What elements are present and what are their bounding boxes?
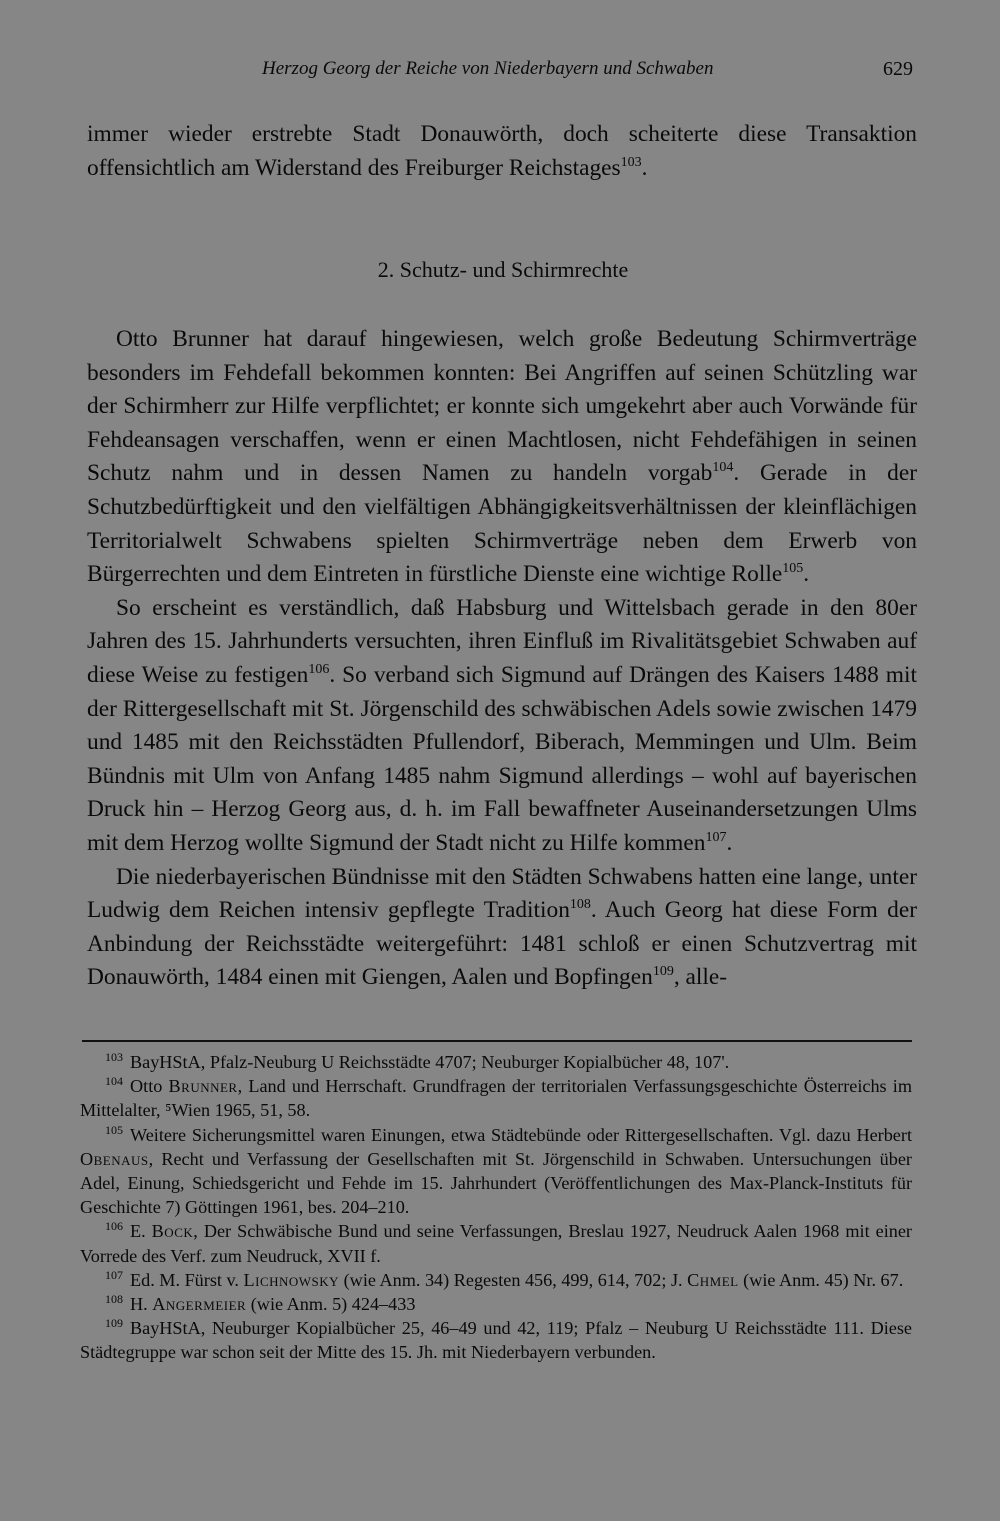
author-name: Angermeier xyxy=(152,1294,247,1315)
footnote xyxy=(80,1219,912,1267)
footnote-ref: 104 xyxy=(712,460,734,476)
paragraph-text: . Auch Georg hat diese Form der Anbindung der Reichsstädte weitergeführt: 1481 schloß er einen Schutzvertrag mit Donauwörth, 1484 einen mit Giengen, Aalen und Bopfingen xyxy=(87,897,917,991)
footnote-text: Otto xyxy=(130,1076,169,1097)
footnote xyxy=(80,1123,912,1220)
body-paragraph xyxy=(87,861,917,995)
footnote-text: (wie Anm. 34) Regesten 456, 499, 614, 702; J. xyxy=(339,1269,688,1290)
footnote-text: Ed. M. Fürst v. xyxy=(130,1269,244,1290)
footnote xyxy=(80,1050,912,1074)
author-name: Bock xyxy=(151,1221,194,1242)
paragraph-text: . So verband sich Sigmund auf Drängen des Kaisers 1488 mit der Rittergesellschaft mit St. Jörgenschild des schwäbischen Adels sowie zwischen 1479 und 1485 mit den Reichsstädten Pfullendorf, Biberach, Memmingen und Ulm. Beim Bündnis mit Ulm von Anfang 1485 nahm Sigmund allerdings – wohl auf bayerischen Druck hin – Herzog Georg aus, d. h. im Fall bewaffneter Auseinandersetzungen Ulms mit dem Herzog wollte Sigmund der Stadt nicht zu Hilfe kommen xyxy=(87,661,917,856)
footnote-ref: 106 xyxy=(308,661,330,677)
footnote xyxy=(80,1292,912,1316)
intro-tail: . xyxy=(641,154,648,181)
paragraph-text: , alle- xyxy=(673,964,728,991)
footnote-text: Weitere Sicherungsmittel waren Einungen, etwa Städtebünde oder Rittergesellschaften. Vgl. dazu Herbert xyxy=(130,1124,912,1145)
footnotes xyxy=(80,1050,912,1365)
intro-paragraph xyxy=(87,118,917,185)
footnote xyxy=(80,1268,912,1292)
footnote xyxy=(80,1074,912,1122)
footnote-number: 106 xyxy=(105,1219,123,1234)
footnote-text: H. xyxy=(130,1294,153,1315)
footnote-number: 108 xyxy=(105,1292,123,1307)
footnote-ref: 105 xyxy=(782,561,804,577)
author-name: Chmel xyxy=(687,1269,739,1290)
section-heading-text: 2. Schutz- und Schirmrechte xyxy=(377,257,629,282)
paragraph-text: . xyxy=(803,561,810,588)
footnote-text: , Recht und Verfassung der Gesellschaften mit St. Jörgenschild in Schwaben. Untersuchungen über Adel, Einung, Schiedsgericht und Fehde im 15. Jahrhundert (Veröffentlichungen des Max-Planck-Instituts für Geschichte 7) Göttingen 1961, bes. 204–210. xyxy=(80,1148,912,1218)
footnote-number: 109 xyxy=(105,1316,123,1331)
running-head: Herzog Georg der Reiche von Niederbayern und Schwaben xyxy=(262,58,714,79)
paragraph-text: . Gerade in der Schutzbedürftigkeit und den vielfältigen Abhängigkeitsverhältnissen der kleinflächigen Territorialwelt Schwabens spielten Schirmverträge neben dem Erwerb von Bürgerrechten und dem Eintreten in fürstliche Dienste eine wichtige Rolle xyxy=(87,460,917,588)
intro-text: immer wieder erstrebte Stadt Donauwörth, doch scheiterte diese Transaktion offensichtlich am Widerstand des Freiburger Reichstages xyxy=(87,121,917,181)
footnote-text: BayHStA, Pfalz-Neuburg U Reichsstädte 4707; Neuburger Kopialbücher 48, 107'. xyxy=(130,1052,730,1072)
main-body-text xyxy=(87,323,917,995)
footnote-number: 107 xyxy=(105,1267,123,1282)
paragraph-text: Otto Brunner hat darauf hingewiesen, welch große Bedeutung Schirmverträge besonders im Fehdefall bekommen konnten: Bei Angriffen auf seinen Schützling war der Schirmherr zur Hilfe verpflichtet; er konnte sich umgekehrt aber auch Vorwände für Fehdeansagen verschaffen, wenn er einen Machtlosen, nicht Fehdefähigen in seinen Schutz nahm und in dessen Namen zu handeln vorgab xyxy=(87,326,917,487)
footnote-number: 104 xyxy=(105,1074,123,1089)
author-name: Obenaus xyxy=(80,1148,149,1169)
footnote-text: , Land und Herrschaft. Grundfragen der territorialen Verfassungsgeschichte Österreichs im Mittelalter, ⁵Wien 1965, 51, 58. xyxy=(80,1076,912,1121)
footnote-text: BayHStA, Neuburger Kopialbücher 25, 46–49 und 42, 119; Pfalz – Neuburg U Reichsstädte 111. Diese Städtegruppe war schon seit der Mitte des 15. Jh. mit Niederbayern verbunden. xyxy=(80,1318,912,1363)
paragraph-text: Die niederbayerischen Bündnisse mit den Städten Schwabens hatten eine lange, unter Ludwig dem Reichen intensiv gepflegte Tradition xyxy=(87,863,917,924)
body-paragraph xyxy=(87,592,917,861)
footnote-ref: 107 xyxy=(705,829,727,845)
body-paragraph xyxy=(87,323,917,592)
footnote-text: E. xyxy=(130,1221,152,1242)
footnote-ref: 103 xyxy=(620,154,642,170)
footnote-text: , Der Schwäbische Bund und seine Verfassungen, Breslau 1927, Neudruck Aalen 1968 mit einer Vorrede des Verf. zum Neudruck, XVII f. xyxy=(80,1221,912,1266)
author-name: Brunner xyxy=(168,1076,238,1097)
footnote-number: 103 xyxy=(105,1050,123,1064)
footnote-separator xyxy=(82,1040,912,1042)
paragraph-text: So erscheint es verständlich, daß Habsburg und Wittelsbach gerade in den 80er Jahren des 15. Jahrhunderts versuchten, ihren Einfluß im Rivalitätsgebiet Schwaben auf diese Weise zu festigen xyxy=(87,594,917,688)
author-name: Lichnowsky xyxy=(243,1269,340,1290)
footnote xyxy=(80,1316,912,1364)
paragraph-text: . xyxy=(726,829,733,856)
footnote-number: 105 xyxy=(105,1122,123,1137)
footnote-text: (wie Anm. 45) Nr. 67. xyxy=(738,1269,904,1290)
footnote-text: (wie Anm. 5) 424–433 xyxy=(246,1294,416,1315)
page-number: 629 xyxy=(883,58,913,80)
section-heading xyxy=(0,257,1000,283)
footnote-ref: 108 xyxy=(569,897,591,913)
footnote-ref: 109 xyxy=(652,964,674,980)
